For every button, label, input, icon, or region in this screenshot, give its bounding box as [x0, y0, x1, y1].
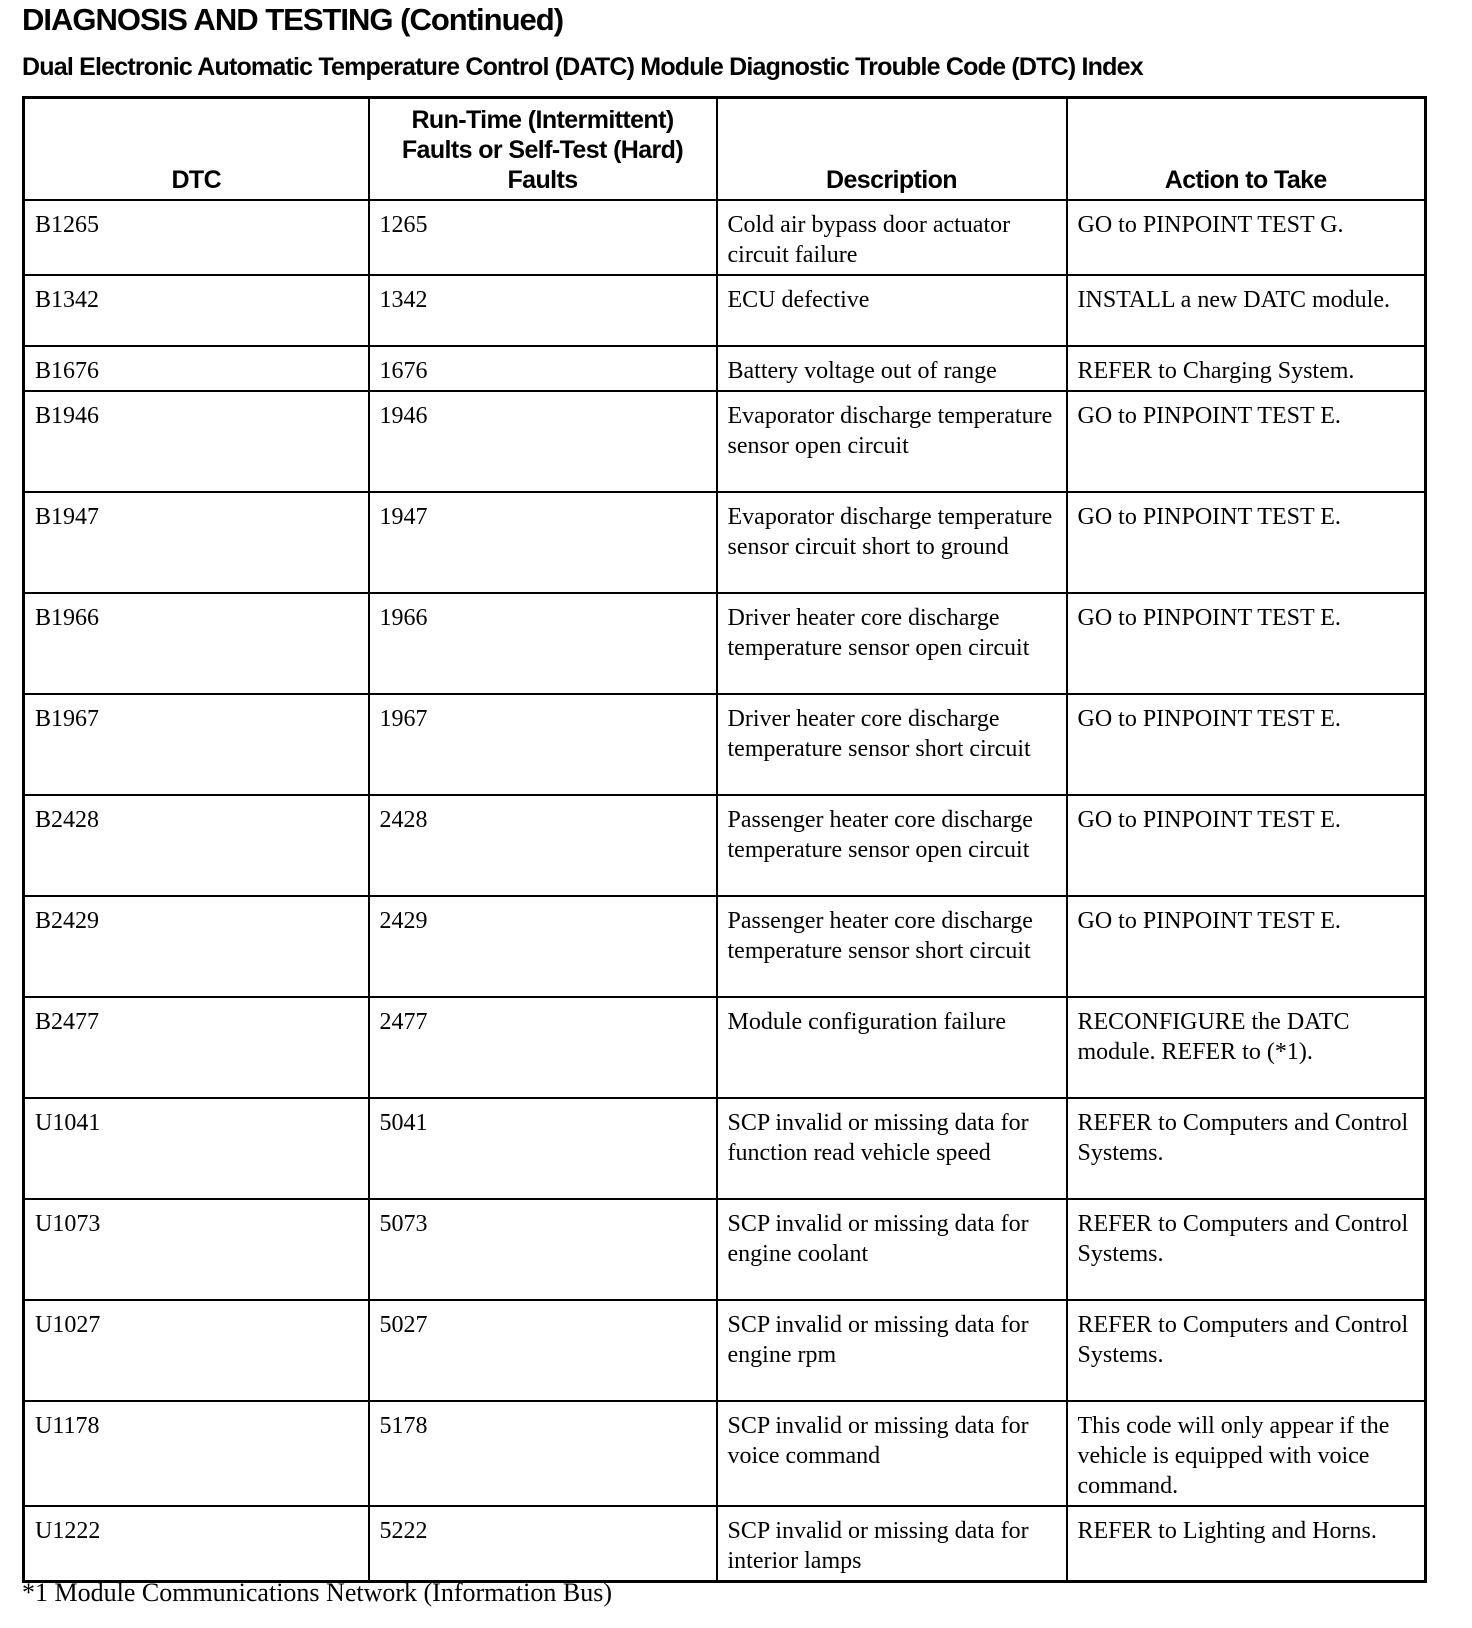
column-header-action: Action to Take [1067, 98, 1426, 201]
action-cell: REFER to Computers and Control Systems. [1067, 1199, 1426, 1300]
description-cell: Passenger heater core discharge temperature sensor short circuit [717, 896, 1067, 997]
action-cell: REFER to Computers and Control Systems. [1067, 1300, 1426, 1401]
table-header-row [24, 98, 1426, 201]
description-cell: SCP invalid or missing data for voice command [717, 1401, 1067, 1506]
dtc-cell: B2429 [24, 896, 369, 997]
fault-code-cell: 5027 [369, 1300, 717, 1401]
fault-code-cell: 5073 [369, 1199, 717, 1300]
dtc-cell: U1041 [24, 1098, 369, 1199]
table-row [24, 896, 1426, 997]
column-header-dtc: DTC [24, 98, 369, 201]
fault-code-cell: 2477 [369, 997, 717, 1098]
page-title: DIAGNOSIS AND TESTING (Continued) [22, 2, 564, 37]
fault-code-cell: 1967 [369, 694, 717, 795]
table-row [24, 1300, 1426, 1401]
dtc-cell: U1027 [24, 1300, 369, 1401]
dtc-cell: B1967 [24, 694, 369, 795]
fault-code-cell: 5178 [369, 1401, 717, 1506]
fault-code-cell: 2428 [369, 795, 717, 896]
action-cell: INSTALL a new DATC module. [1067, 275, 1426, 346]
dtc-cell: U1178 [24, 1401, 369, 1506]
dtc-index-table [22, 96, 1427, 1583]
table-row [24, 694, 1426, 795]
fault-code-cell: 5222 [369, 1506, 717, 1582]
fault-code-cell: 5041 [369, 1098, 717, 1199]
description-cell: Battery voltage out of range [717, 346, 1067, 391]
description-cell: Driver heater core discharge temperature sensor open circuit [717, 593, 1067, 694]
table-row [24, 795, 1426, 896]
dtc-cell: B1342 [24, 275, 369, 346]
description-cell: SCP invalid or missing data for interior lamps [717, 1506, 1067, 1582]
action-cell: GO to PINPOINT TEST E. [1067, 391, 1426, 492]
column-header-description: Description [717, 98, 1067, 201]
description-cell: Driver heater core discharge temperature sensor short circuit [717, 694, 1067, 795]
description-cell: Cold air bypass door actuator circuit failure [717, 200, 1067, 275]
action-cell: GO to PINPOINT TEST E. [1067, 593, 1426, 694]
action-cell: GO to PINPOINT TEST G. [1067, 200, 1426, 275]
description-cell: Evaporator discharge temperature sensor open circuit [717, 391, 1067, 492]
dtc-cell: U1073 [24, 1199, 369, 1300]
table-row [24, 1401, 1426, 1506]
footnote: *1 Module Communications Network (Information Bus) [22, 1578, 612, 1607]
fault-code-cell: 1966 [369, 593, 717, 694]
action-cell: REFER to Charging System. [1067, 346, 1426, 391]
fault-code-cell: 1265 [369, 200, 717, 275]
action-cell: GO to PINPOINT TEST E. [1067, 492, 1426, 593]
action-cell: GO to PINPOINT TEST E. [1067, 795, 1426, 896]
action-cell: GO to PINPOINT TEST E. [1067, 694, 1426, 795]
action-cell: This code will only appear if the vehicle is equipped with voice command. [1067, 1401, 1426, 1506]
table-row [24, 346, 1426, 391]
table-row [24, 275, 1426, 346]
fault-code-cell: 2429 [369, 896, 717, 997]
fault-code-cell: 1342 [369, 275, 717, 346]
table-row [24, 200, 1426, 275]
dtc-cell: B2477 [24, 997, 369, 1098]
table-row [24, 1199, 1426, 1300]
column-header-fault-type: Run-Time (Intermittent) Faults or Self-Test (Hard) Faults [369, 98, 717, 201]
description-cell: ECU defective [717, 275, 1067, 346]
action-cell: REFER to Lighting and Horns. [1067, 1506, 1426, 1582]
dtc-cell: B1946 [24, 391, 369, 492]
description-cell: Passenger heater core discharge temperature sensor open circuit [717, 795, 1067, 896]
dtc-cell: B1265 [24, 200, 369, 275]
fault-code-cell: 1947 [369, 492, 717, 593]
table-row [24, 391, 1426, 492]
action-cell: RECONFIGURE the DATC module. REFER to (*1). [1067, 997, 1426, 1098]
dtc-cell: B1676 [24, 346, 369, 391]
table-title: Dual Electronic Automatic Temperature Control (DATC) Module Diagnostic Trouble Code (DTC) Index [22, 53, 1143, 81]
fault-code-cell: 1946 [369, 391, 717, 492]
dtc-cell: B1966 [24, 593, 369, 694]
fault-code-cell: 1676 [369, 346, 717, 391]
table-row [24, 997, 1426, 1098]
description-cell: SCP invalid or missing data for engine coolant [717, 1199, 1067, 1300]
dtc-cell: B2428 [24, 795, 369, 896]
dtc-cell: B1947 [24, 492, 369, 593]
description-cell: Module configuration failure [717, 997, 1067, 1098]
description-cell: SCP invalid or missing data for engine rpm [717, 1300, 1067, 1401]
action-cell: REFER to Computers and Control Systems. [1067, 1098, 1426, 1199]
action-cell: GO to PINPOINT TEST E. [1067, 896, 1426, 997]
description-cell: Evaporator discharge temperature sensor circuit short to ground [717, 492, 1067, 593]
description-cell: SCP invalid or missing data for function read vehicle speed [717, 1098, 1067, 1199]
table-row [24, 1506, 1426, 1582]
table-row [24, 1098, 1426, 1199]
table-row [24, 593, 1426, 694]
dtc-cell: U1222 [24, 1506, 369, 1582]
table-row [24, 492, 1426, 593]
